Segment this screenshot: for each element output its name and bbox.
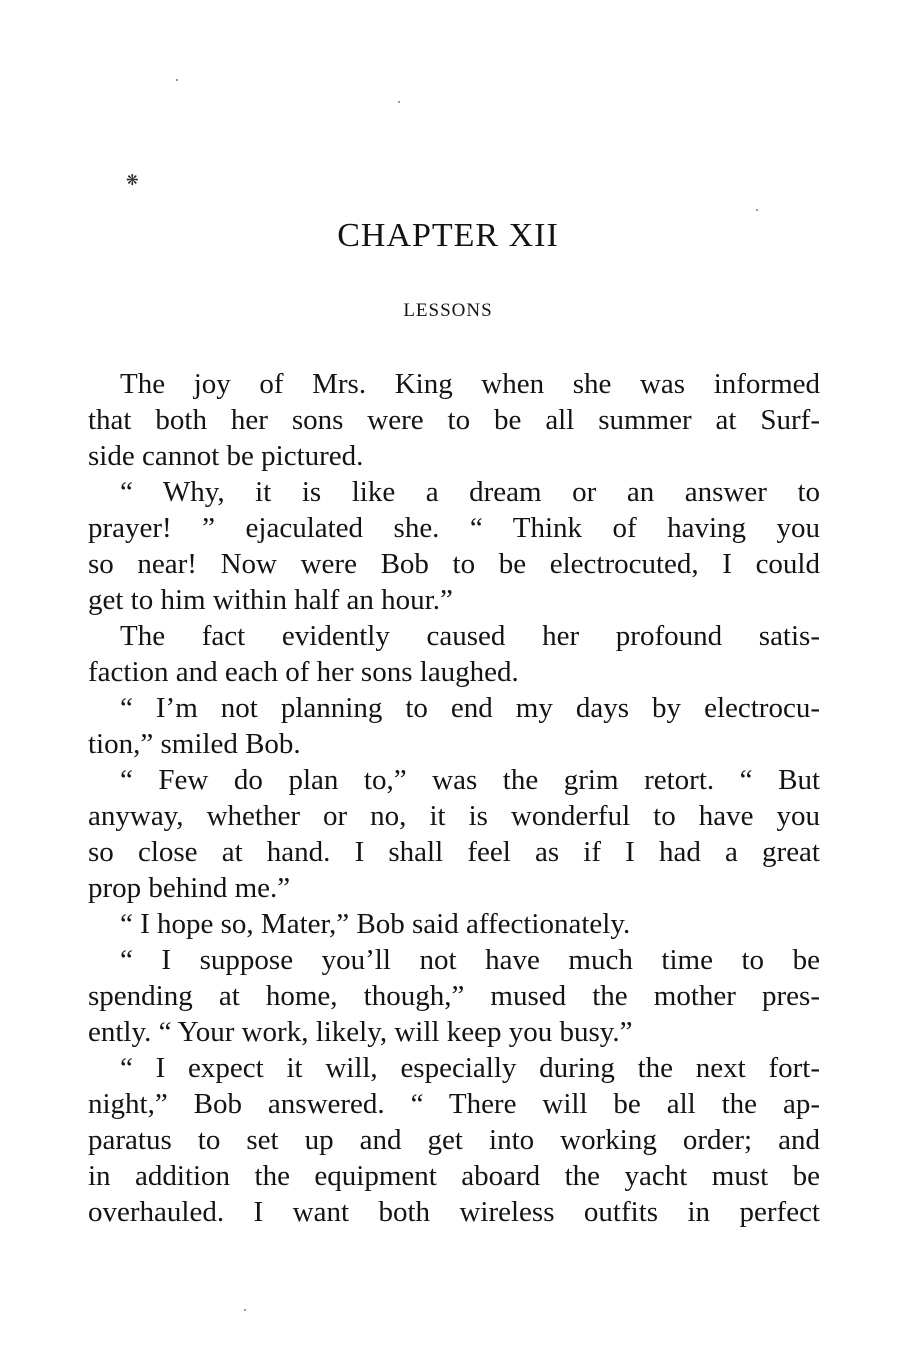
text-line: ently. “ Your work, likely, will keep you busy.”	[88, 1016, 633, 1048]
chapter-subtitle: LESSONS	[403, 300, 493, 321]
text-line: get to him within half an hour.”	[88, 584, 453, 616]
text-line: “ Few do plan to,” was the grim retort. “ But	[120, 764, 820, 796]
text-line: “ Why, it is like a dream or an answer to	[120, 476, 820, 508]
paragraph	[88, 474, 820, 618]
paragraph	[88, 618, 820, 690]
paragraph	[88, 690, 820, 762]
text-line: “ I expect it will, especially during the next fort-	[120, 1052, 820, 1084]
paragraph	[88, 906, 820, 942]
paper-speck	[756, 209, 758, 211]
text-line: so near! Now were Bob to be electrocuted, I could	[88, 548, 820, 580]
text-line: anyway, whether or no, it is wonderful to have you	[88, 800, 820, 832]
text-line: “ I suppose you’ll not have much time to be	[120, 944, 820, 976]
text-line: in addition the equipment aboard the yacht must be	[88, 1160, 820, 1192]
text-line: side cannot be pictured.	[88, 440, 364, 472]
paper-speck	[398, 101, 400, 103]
text-line: paratus to set up and get into working order; and	[88, 1124, 820, 1156]
paragraph	[88, 1050, 820, 1230]
text-line: that both her sons were to be all summer at Surf-	[88, 404, 820, 436]
paragraph	[88, 942, 820, 1050]
text-line: spending at home, though,” mused the mother pres-	[88, 980, 820, 1012]
paragraph	[88, 366, 820, 474]
paragraph	[88, 762, 820, 906]
paper-speck	[176, 79, 178, 81]
text-line: The fact evidently caused her profound satis-	[120, 620, 820, 652]
text-line: tion,” smiled Bob.	[88, 728, 301, 760]
text-line: “ I’m not planning to end my days by electrocu-	[120, 692, 820, 724]
body-text	[88, 366, 820, 1230]
text-line: overhauled. I want both wireless outfits in perfect	[88, 1196, 820, 1228]
text-line: “ I hope so, Mater,” Bob said affectionately.	[120, 908, 631, 940]
text-line: The joy of Mrs. King when she was informed	[120, 368, 820, 400]
text-line: night,” Bob answered. “ There will be all the ap-	[88, 1088, 820, 1120]
text-line: faction and each of her sons laughed.	[88, 656, 519, 688]
text-line: so close at hand. I shall feel as if I had a great	[88, 836, 820, 868]
text-line: prop behind me.”	[88, 872, 291, 904]
text-line: prayer! ” ejaculated she. “ Think of having you	[88, 512, 820, 544]
paper-speck	[244, 1309, 246, 1311]
ornament-icon: ❋	[126, 173, 139, 189]
chapter-title: CHAPTER XII	[337, 217, 559, 254]
